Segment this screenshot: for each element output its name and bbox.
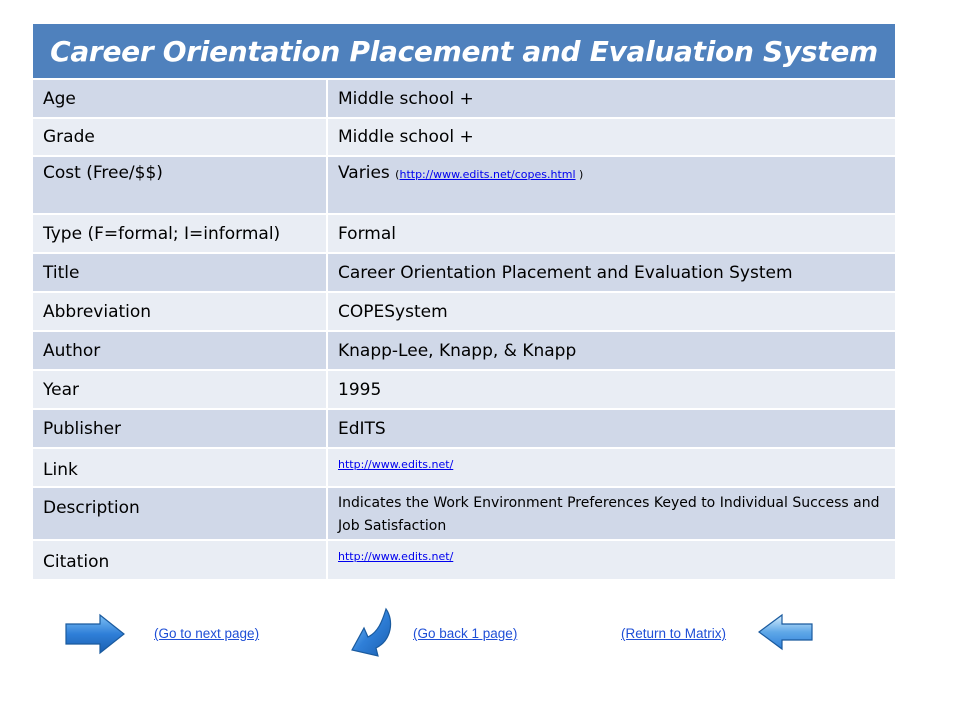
row-value-title: Career Orientation Placement and Evaluation System: [327, 253, 895, 292]
row-label-age: Age: [33, 79, 327, 118]
row-label-type: Type (F=formal; I=informal): [33, 214, 327, 253]
table-row: [33, 79, 895, 118]
row-label-grade: Grade: [33, 118, 327, 156]
cost-paren-close: ): [575, 168, 584, 181]
edits-link[interactable]: http://www.edits.net/: [338, 458, 454, 471]
table-row: [33, 540, 895, 579]
info-table: [33, 78, 895, 579]
description-text: Indicates the Work Environment Preferences Keyed to Individual Success and Job Satisfaction: [338, 495, 880, 534]
table-row: [33, 409, 895, 448]
table-row: [33, 292, 895, 331]
table-row: [33, 370, 895, 409]
row-label-cost: Cost (Free/$$): [33, 156, 327, 214]
row-label-year: Year: [33, 370, 327, 409]
row-value-link: [327, 448, 895, 487]
row-label-abbreviation: Abbreviation: [33, 292, 327, 331]
cost-value: Varies: [338, 163, 390, 183]
table-row: [33, 448, 895, 487]
row-label-description-text: Description: [43, 498, 140, 518]
row-value-year: 1995: [327, 370, 895, 409]
row-value-cost: [327, 156, 895, 214]
row-label-link-text: Link: [43, 459, 78, 480]
page-title: Career Orientation Placement and Evaluation System: [33, 24, 895, 78]
row-value-citation: [327, 540, 895, 579]
citation-link[interactable]: http://www.edits.net/: [338, 550, 454, 563]
row-value-abbreviation: COPESystem: [327, 292, 895, 331]
previous-page-link[interactable]: (Go back 1 page): [413, 626, 518, 641]
row-label-citation: [33, 540, 327, 579]
row-value-type: Formal: [327, 214, 895, 253]
table-row: [33, 118, 895, 156]
arrow-right-icon[interactable]: [62, 612, 128, 656]
row-value-publisher: EdITS: [327, 409, 895, 448]
row-label-citation-text: Citation: [43, 552, 110, 572]
table-row: [33, 156, 895, 214]
row-value-author: Knapp-Lee, Knapp, & Knapp: [327, 331, 895, 370]
row-label-title: Title: [33, 253, 327, 292]
row-label-link: [33, 448, 327, 487]
cost-link[interactable]: http://www.edits.net/copes.html: [399, 168, 576, 181]
table-row: [33, 214, 895, 253]
table-row: [33, 487, 895, 540]
row-label-publisher: Publisher: [33, 409, 327, 448]
row-value-description: [327, 487, 895, 540]
arrow-left-icon[interactable]: [756, 612, 816, 652]
row-value-grade: Middle school +: [327, 118, 895, 156]
cost-paren-open: (: [395, 168, 400, 181]
curved-arrow-back-icon[interactable]: [346, 606, 396, 662]
row-label-author: Author: [33, 331, 327, 370]
table-row: [33, 253, 895, 292]
next-page-link[interactable]: (Go to next page): [154, 626, 260, 641]
row-label-description: [33, 487, 327, 540]
row-value-age: Middle school +: [327, 79, 895, 118]
return-to-matrix-link[interactable]: (Return to Matrix): [621, 626, 727, 641]
table-row: [33, 331, 895, 370]
